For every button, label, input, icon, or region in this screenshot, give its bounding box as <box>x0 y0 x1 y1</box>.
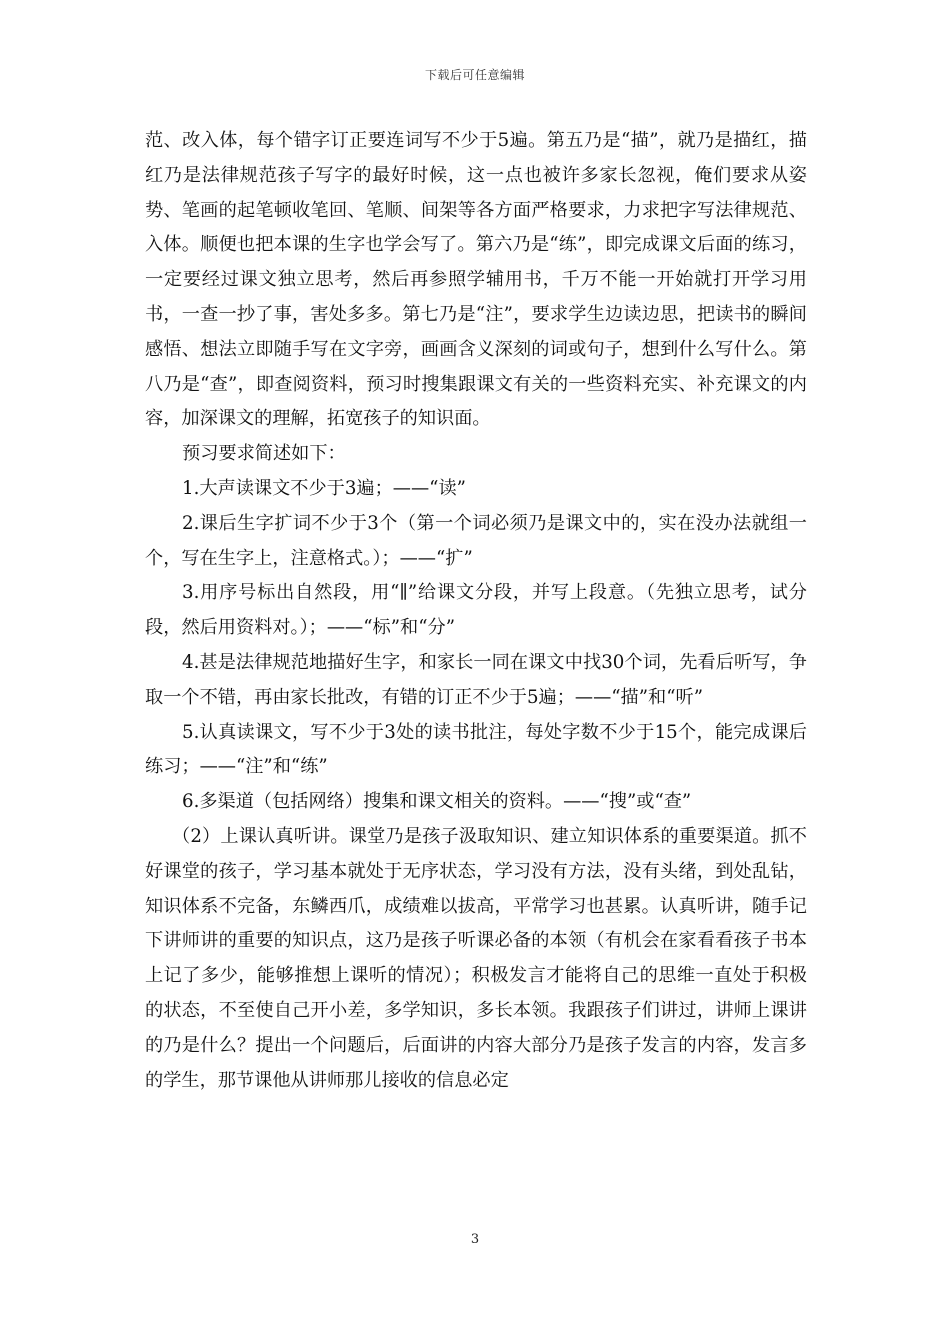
document-body <box>145 124 807 1098</box>
list-item-3: 3.用序号标出自然段，用“∥”给课文分段，并写上段意。（先独立思考，试分段，然后用资料对。）；——“标”和“分” <box>145 582 807 639</box>
list-item-4: 4.甚是法律规范地描好生字，和家长一同在课文中找30个词，先看后听写，争取一个不错，再由家长批改，有错的订正不少于5遍；——“描”和“听” <box>145 651 807 708</box>
list-item-5: 5.认真读课文，写不少于3处的读书批注，每处字数不少于15个，能完成课后练习；——“注”和“练” <box>145 721 807 778</box>
list-item-6: 6.多渠道（包括网络）搜集和课文相关的资料。——“搜”或“查” <box>182 791 692 813</box>
list-item-2: 2.课后生字扩词不少于3个（第一个词必须乃是课文中的，实在没办法就组一个，写在生字上，注意格式。）；——“扩” <box>145 512 807 569</box>
page-header-note: 下载后可任意编辑 <box>424 68 525 82</box>
paragraph-listen-in-class: （2）上课认真听讲。课堂乃是孩子汲取知识、建立知识体系的重要渠道。抓不好课堂的孩子，学习基本就处于无序状态，学习没有方法，没有头绪，到处乱钻，知识体系不完备，东鳞西爪，成绩难以拔高，平常学习也甚累。认真听讲，随手记下讲师讲的重要的知识点，这乃是孩子听课必备的本领（有机会在家看看孩子书本上记了多少，能够推想上课听的情况）；积极发言才能将自己的思维一直处于积极的状态，不至使自己开小差，多学知识，多长本领。我跟孩子们讲过，讲师上课讲的乃是什么？提出一个问题后，后面讲的内容大部分乃是孩子发言的内容，发言多的学生，那节课他从讲师那儿接收的信息必定 <box>145 825 807 1091</box>
list-item-1: 1.大声读课文不少于3遍；——“读” <box>182 477 466 499</box>
page-number: 3 <box>470 1232 480 1247</box>
paragraph-preview-summary-heading: 预习要求简述如下： <box>182 443 346 465</box>
paragraph-continuation: 范、改入体，每个错字订正要连词写不少于5遍。第五乃是“描”，就乃是描红，描红乃是法律规范孩子写字的最好时候，这一点也被许多家长忽视，俺们要求从姿势、笔画的起笔顿收笔回、笔顺、间架等各方面严格要求，力求把字写法律规范、入体。顺便也把本课的生字也学会写了。第六乃是“练”，即完成课文后面的练习，一定要经过课文独立思考，然后再参照学辅用书，千万不能一开始就打开学习用书，一查一抄了事，害处多多。第七乃是“注”，要求学生边读边思，把读书的瞬间感悟、想法立即随手写在文字旁，画画含义深刻的词或句子，想到什么写什么。第八乃是“查”，即查阅资料，预习时搜集跟课文有关的一些资料充实、补充课文的内容，加深课文的理解，拓宽孩子的知识面。 <box>145 130 807 430</box>
